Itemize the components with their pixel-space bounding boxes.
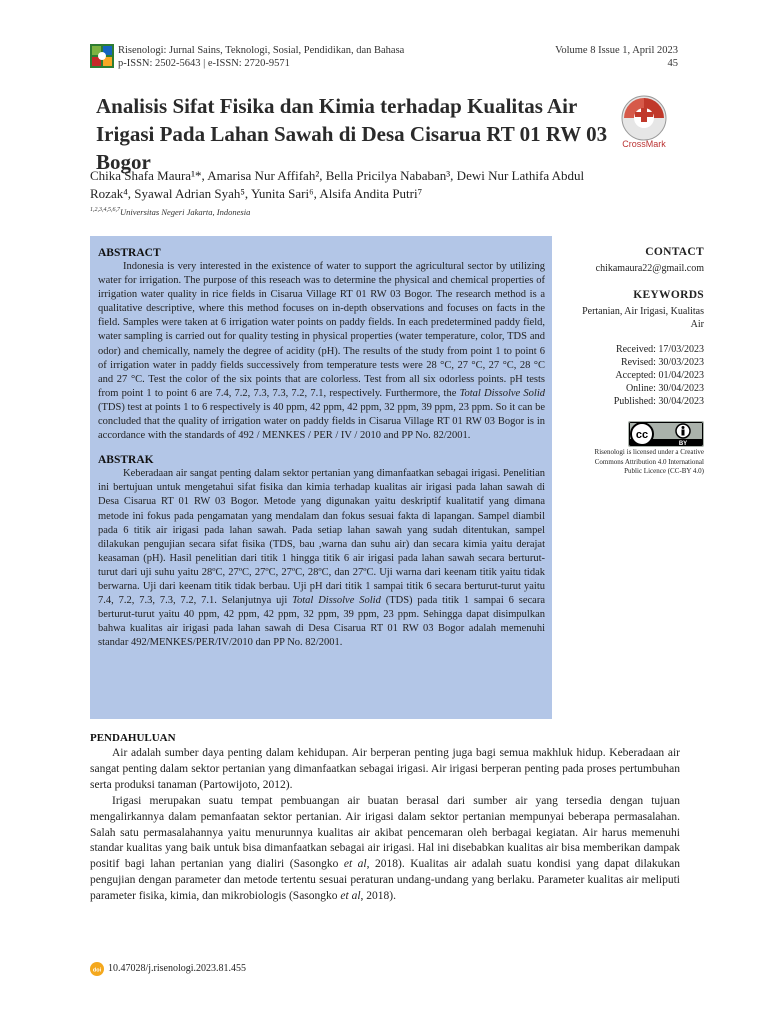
contact-heading: CONTACT <box>645 246 704 258</box>
volume-issue: Volume 8 Issue 1, April 2023 <box>555 45 678 56</box>
cc-by-license-icon[interactable] <box>628 421 704 447</box>
license-line-2: Commons Attribution 4.0 International <box>594 457 704 466</box>
doi-link[interactable]: 10.47028/j.risenologi.2023.81.455 <box>108 963 247 974</box>
date-received: Received: 17/03/2023 <box>615 344 704 355</box>
date-online: Online: 30/04/2023 <box>625 383 704 394</box>
keywords-heading: KEYWORDS <box>633 289 704 301</box>
abstrak-text-part-2: (TDS) pada titik 1 sampai 6 secara berturut-turut yaitu 40 ppm, 42 ppm, 42 ppm, 32 ppm, 39 ppm, 23 ppm. Sehingga dapat disimpulkan bahwa kualitas air irigasi pada lahan sawah di Desa Cisarua RT 01 RW 03 Bogor adalah memenuhi standar 492/MENKES/PER/IV/2010 dan PP No. 82/2001. <box>98 595 545 649</box>
abstract-text-part-1: Indonesia is very interested in the existence of water to support the agricultural sector by utilizing water for irrigation. The purpose of this reseach was to determine the physical and chemical properties of irrigation water quality in rice fields in Cisarua Village RT 01 RW 03 Bogor. The research method is a qualitative descriptive, where this method focuses on in-depth observations and focuses on facts in the field. Samples were taken at 6 irrigation water points on paddy fields. In each predetermined paddy field, water sampling is carried out for quality testing in physical properties (water temperature, color, TDS and odor) and chemically, namely the degree of acidity (pH). The results of the study from point 1 to point 6 of irrigation water in paddy fields successively from temperature tests were 28 °C, 27 °C, 27 °C, 28 °C and 27 °C. Test the color of the six points that are colorless. Test from all six odorless points. pH tests from point 1 to point 6 are 7.4, 7.2, 7.3, 7.3, 7.2, 7.1, respectively. Furthermore, the <box>98 261 545 399</box>
keywords-line-1: Pertanian, Air Irigasi, Kualitas <box>582 306 704 317</box>
author-list <box>90 167 670 203</box>
intro-etal-1: et al <box>343 858 367 871</box>
intro-body <box>90 746 680 905</box>
journal-issn: p-ISSN: 2502-5643 | e-ISSN: 2720-9571 <box>118 58 290 69</box>
date-revised: Revised: 30/03/2023 <box>620 357 704 368</box>
intro-p2-part-a: Irigasi merupakan suatu tempat pembuangan air buatan berasal dari sumber air yang tersedia dengan tujuan mengalirkannya dalam pemanfaatan sektor pertanian. Air irigasi dalam sektor pertanian mempunyai beberapa permasalahan. Salah satu permasalahannya yaitu menurunnya kualitas air akibat pencemaran oleh berbagai kegiatan. Air harus memenuhi standar kualitas yang baik untuk bisa dimanfaatkan sebagai air irigasi. Hal ini disebabkan kualitas air bisa memberikan dampak positif bagi lahan pertanian yang dialiri (Sasongko <box>90 794 680 871</box>
abstrak-text <box>98 467 545 650</box>
doi-icon <box>90 962 104 976</box>
keywords-line-2: Air <box>690 319 704 330</box>
abstract-text <box>98 260 545 443</box>
cc-badge-text: BY <box>678 441 688 447</box>
abstrak-italic: Total Dissolve Solid <box>292 595 381 607</box>
intro-etal-2: et al <box>340 890 361 903</box>
affiliation-text: Universitas Negeri Jakarta, Indonesia <box>120 207 251 217</box>
intro-paragraph-2 <box>90 794 680 905</box>
abstract-box <box>90 236 552 719</box>
affiliation-superscript: 1,2,3,4,5,6,7 <box>90 207 120 214</box>
page-number: 45 <box>667 58 678 69</box>
affiliation <box>90 207 250 217</box>
journal-logo-icon <box>90 44 114 68</box>
journal-name: Risenologi: Jurnal Sains, Teknologi, Sosial, Pendidikan, dan Bahasa <box>118 45 405 56</box>
license-line-3: Public Licence (CC-BY 4.0) <box>624 467 704 475</box>
abstract-text-part-2: (TDS) test at points 1 to 6 respectively is 40 ppm, 42 ppm, 42 ppm, 32 ppm, 39 ppm, 23 ppm. So it can be concluded that the quality of irrigation water on paddy fields in Cisarua Village RT 01 RW 03 Bogor is in accordance with the standards of 492 / MENKES / PER / IV / 2010 and PP No. 82/2001. <box>98 401 545 442</box>
svg-text:cc: cc <box>635 429 649 441</box>
authors-line-2: Rozak⁴, Syawal Adrian Syah⁵, Yunita Sari⁶, Alsifa Andita Putri⁷ <box>90 186 423 201</box>
intro-paragraph-1: Air adalah sumber daya penting dalam kehidupan. Air berperan penting juga bagi semua makhluk hidup. Keberadaan air sangat penting dalam sektor pertanian yang dimanfaatkan sebagai irigasi. Air irigasi berperan penting pada proses pertumbuhan serta produksi tanaman (Partowijoto, 2012). <box>90 747 680 791</box>
intro-p2-part-c: , 2018). <box>360 890 396 903</box>
license-line-1: Risenologi is licensed under a Creative <box>594 448 704 456</box>
doi-icon-text: doi <box>92 967 102 974</box>
date-published: Published: 30/04/2023 <box>613 396 704 407</box>
section-heading-pendahuluan: PENDAHULUAN <box>90 732 176 744</box>
crossmark-icon[interactable] <box>620 94 668 142</box>
abstrak-text-part-1: Keberadaan air sangat penting dalam sektor pertanian yang dimanfaatkan sebagai irigasi. Penelitian ini bertujuan untuk mengetahui sifat fisika dan kimia terhadap kualitas air irigasi pada lahan sawah di Desa Cisarua RT 01 RW 03 Bogor. Metode yang digunakan yaitu deskriptif kualitatif yang dimana metode ini fokus pada pengamatan yang mendalam dan fokus sesuai fakta di lapangan. Sampel diambil pada 6 titik air irigasi pada lahan sawah. Pada setiap lahan sawah yang sudah ditentukan, sampel dilakukan pengujian secara sifat fisika (TDS, bau ,warna dan suhu air) dan secara kimia yaitu derajat keasaman (pH). Hasil penelitian dari titik 1 hingga titik 6 air irigasi pada lahan sawah secara berturut-turut dari uji suhu yaitu 28ºC, 27ºC, 27ºC, 27ºC, 28ºC, dan 27ºC. Uji warna dari keenam titik yaitu tidak berwarna. Uji dari keenam titik tidak berbau. Uji pH dari titik 1 sampai titik 6 secara berturut-turut yaitu 7.4, 7.2, 7.3, 7.3, 7.2, 7.1. Selanjutnya uji <box>98 468 545 607</box>
abstract-heading: ABSTRACT <box>98 247 161 259</box>
authors-line-1: Chika Shafa Maura¹*, Amarisa Nur Affifah², Bella Pricilya Nababan³, Dewi Nur Lathifa Abdul <box>90 168 585 183</box>
abstract-italic: Total Dissolve Solid <box>459 387 545 399</box>
contact-email[interactable]: chikamaura22@gmail.com <box>595 263 704 274</box>
license-text <box>595 448 704 477</box>
abstrak-heading: ABSTRAK <box>98 454 154 467</box>
intro-p2-part-b: , 2018). Kualitas air adalah suatu kondisi yang dapat dilakukan pengujian dengan parameter dan metode tertentu sesuai peraturan undang-undang yang berlaku. Parameter kualitas air meliputi parameter fisika, kimia, dan mikrobiologis (Sasongko <box>90 858 681 903</box>
date-accepted: Accepted: 01/04/2023 <box>615 370 704 381</box>
paper-title: Analisis Sifat Fisika dan Kimia terhadap Kualitas Air Irigasi Pada Lahan Sawah di Desa Cisarua RT 01 RW 03 Bogor <box>96 94 608 174</box>
crossmark-label: CrossMark <box>622 139 666 149</box>
